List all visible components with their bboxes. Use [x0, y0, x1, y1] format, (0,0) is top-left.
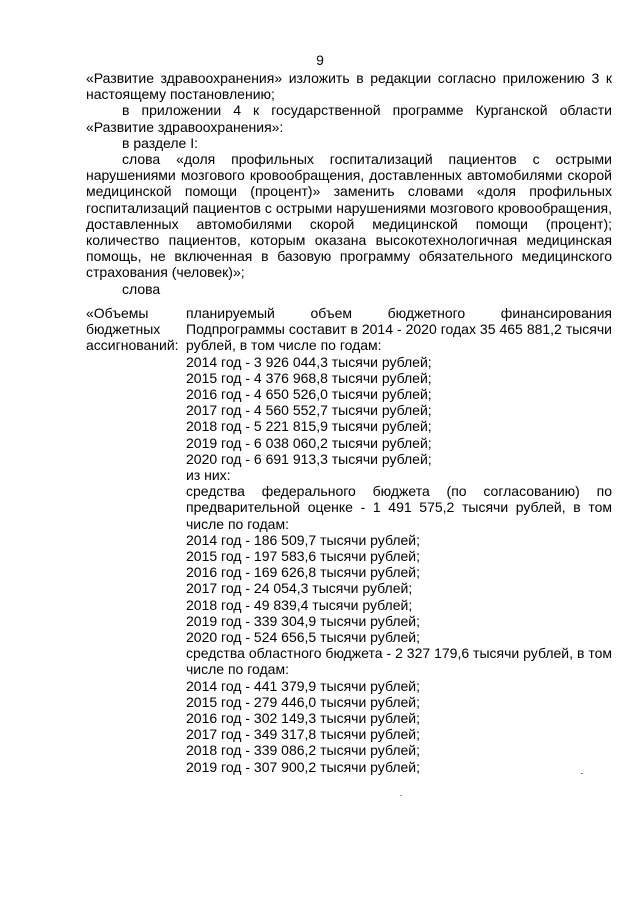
table-label-line: бюджетных — [86, 321, 161, 338]
table-content-cell — [186, 305, 612, 775]
budget-intro: планируемый объем бюджетного финансирования Подпрограммы составит в 2014 - 2020 годах 35 465 881,2 тысячи рублей, в том числе по годам: — [186, 305, 612, 354]
regional-year-line: 2018 год - 339 086,2 тысячи рублей; — [186, 742, 420, 759]
budget-year-line: 2015 год - 4 376 968,8 тысячи рублей; — [186, 369, 432, 386]
table-label-cell — [86, 305, 186, 354]
federal-year-line: 2015 год - 197 583,6 тысячи рублей; — [186, 548, 420, 565]
of-them-label: из них: — [186, 467, 231, 484]
budget-year-line: 2019 год - 6 038 060,2 тысячи рублей; — [186, 434, 432, 451]
body-text — [86, 70, 612, 297]
table-label-line: ассигнований: — [86, 337, 179, 354]
paragraph: в разделе I: — [122, 134, 198, 151]
budget-year-line: 2018 год - 5 221 815,9 тысячи рублей; — [186, 418, 432, 435]
federal-year-line: 2019 год - 339 304,9 тысячи рублей; — [186, 612, 420, 629]
table-label-line: «Объемы — [86, 305, 149, 321]
regional-year-line: 2014 год - 441 379,9 тысячи рублей; — [186, 677, 420, 694]
federal-year-line: 2020 год - 524 656,5 тысячи рублей; — [186, 629, 420, 646]
regional-year-line: 2019 год - 307 900,2 тысячи рублей; — [186, 758, 420, 775]
federal-budget-intro: средства федерального бюджета (по согласованию) по предварительной оценке - 1 491 575,2 тысячи рублей, в том числе по годам: — [186, 483, 612, 532]
regional-year-line: 2016 год - 302 149,3 тысячи рублей; — [186, 710, 420, 727]
budget-year-line: 2017 год - 4 560 552,7 тысячи рублей; — [186, 402, 432, 419]
budget-year-line: 2014 год - 3 926 044,3 тысячи рублей; — [186, 353, 432, 370]
paragraph: слова «доля профильных госпитализаций пациентов с острыми нарушениями мозгового кровообращения, доставленных автомобилями скорой медицинской помощи (процент)» заменить словами «доля профильных госпитализаций пациентов с острыми нарушениями мозгового кровообращения, доставленных автомобилями скорой медицинской помощи (процент); количество пациентов, которым оказана высокотехнологичная медицинская помощь, не включенная в базовую программу обязательного медицинского страхования (человек)»; — [86, 151, 612, 281]
regional-year-line: 2015 год - 279 446,0 тысячи рублей; — [186, 693, 420, 710]
federal-year-line: 2017 год - 24 054,3 тысячи рублей; — [186, 580, 413, 597]
regional-year-line: 2017 год - 349 317,8 тысячи рублей; — [186, 726, 420, 743]
paragraph: «Развитие здравоохранения» изложить в редакции согласно приложению 3 к настоящему постановлению; — [86, 70, 612, 103]
budget-year-line: 2020 год - 6 691 913,3 тысячи рублей; — [186, 450, 432, 467]
federal-year-line: 2016 год - 169 626,8 тысячи рублей; — [186, 564, 420, 581]
paragraph: в приложении 4 к государственной программе Курганской области «Развитие здравоохранения»: — [86, 102, 612, 135]
federal-year-line: 2014 год - 186 509,7 тысячи рублей; — [186, 531, 420, 548]
budget-year-line: 2016 год - 4 650 526,0 тысячи рублей; — [186, 386, 432, 403]
scan-speck — [581, 773, 583, 774]
regional-budget-intro: средства областного бюджета - 2 327 179,6 тысячи рублей, в том числе по годам: — [186, 645, 612, 678]
federal-year-line: 2018 год - 49 839,4 тысячи рублей; — [186, 596, 413, 613]
paragraph: слова — [122, 280, 161, 297]
page-number: 9 — [316, 52, 324, 68]
scan-speck — [400, 795, 402, 796]
